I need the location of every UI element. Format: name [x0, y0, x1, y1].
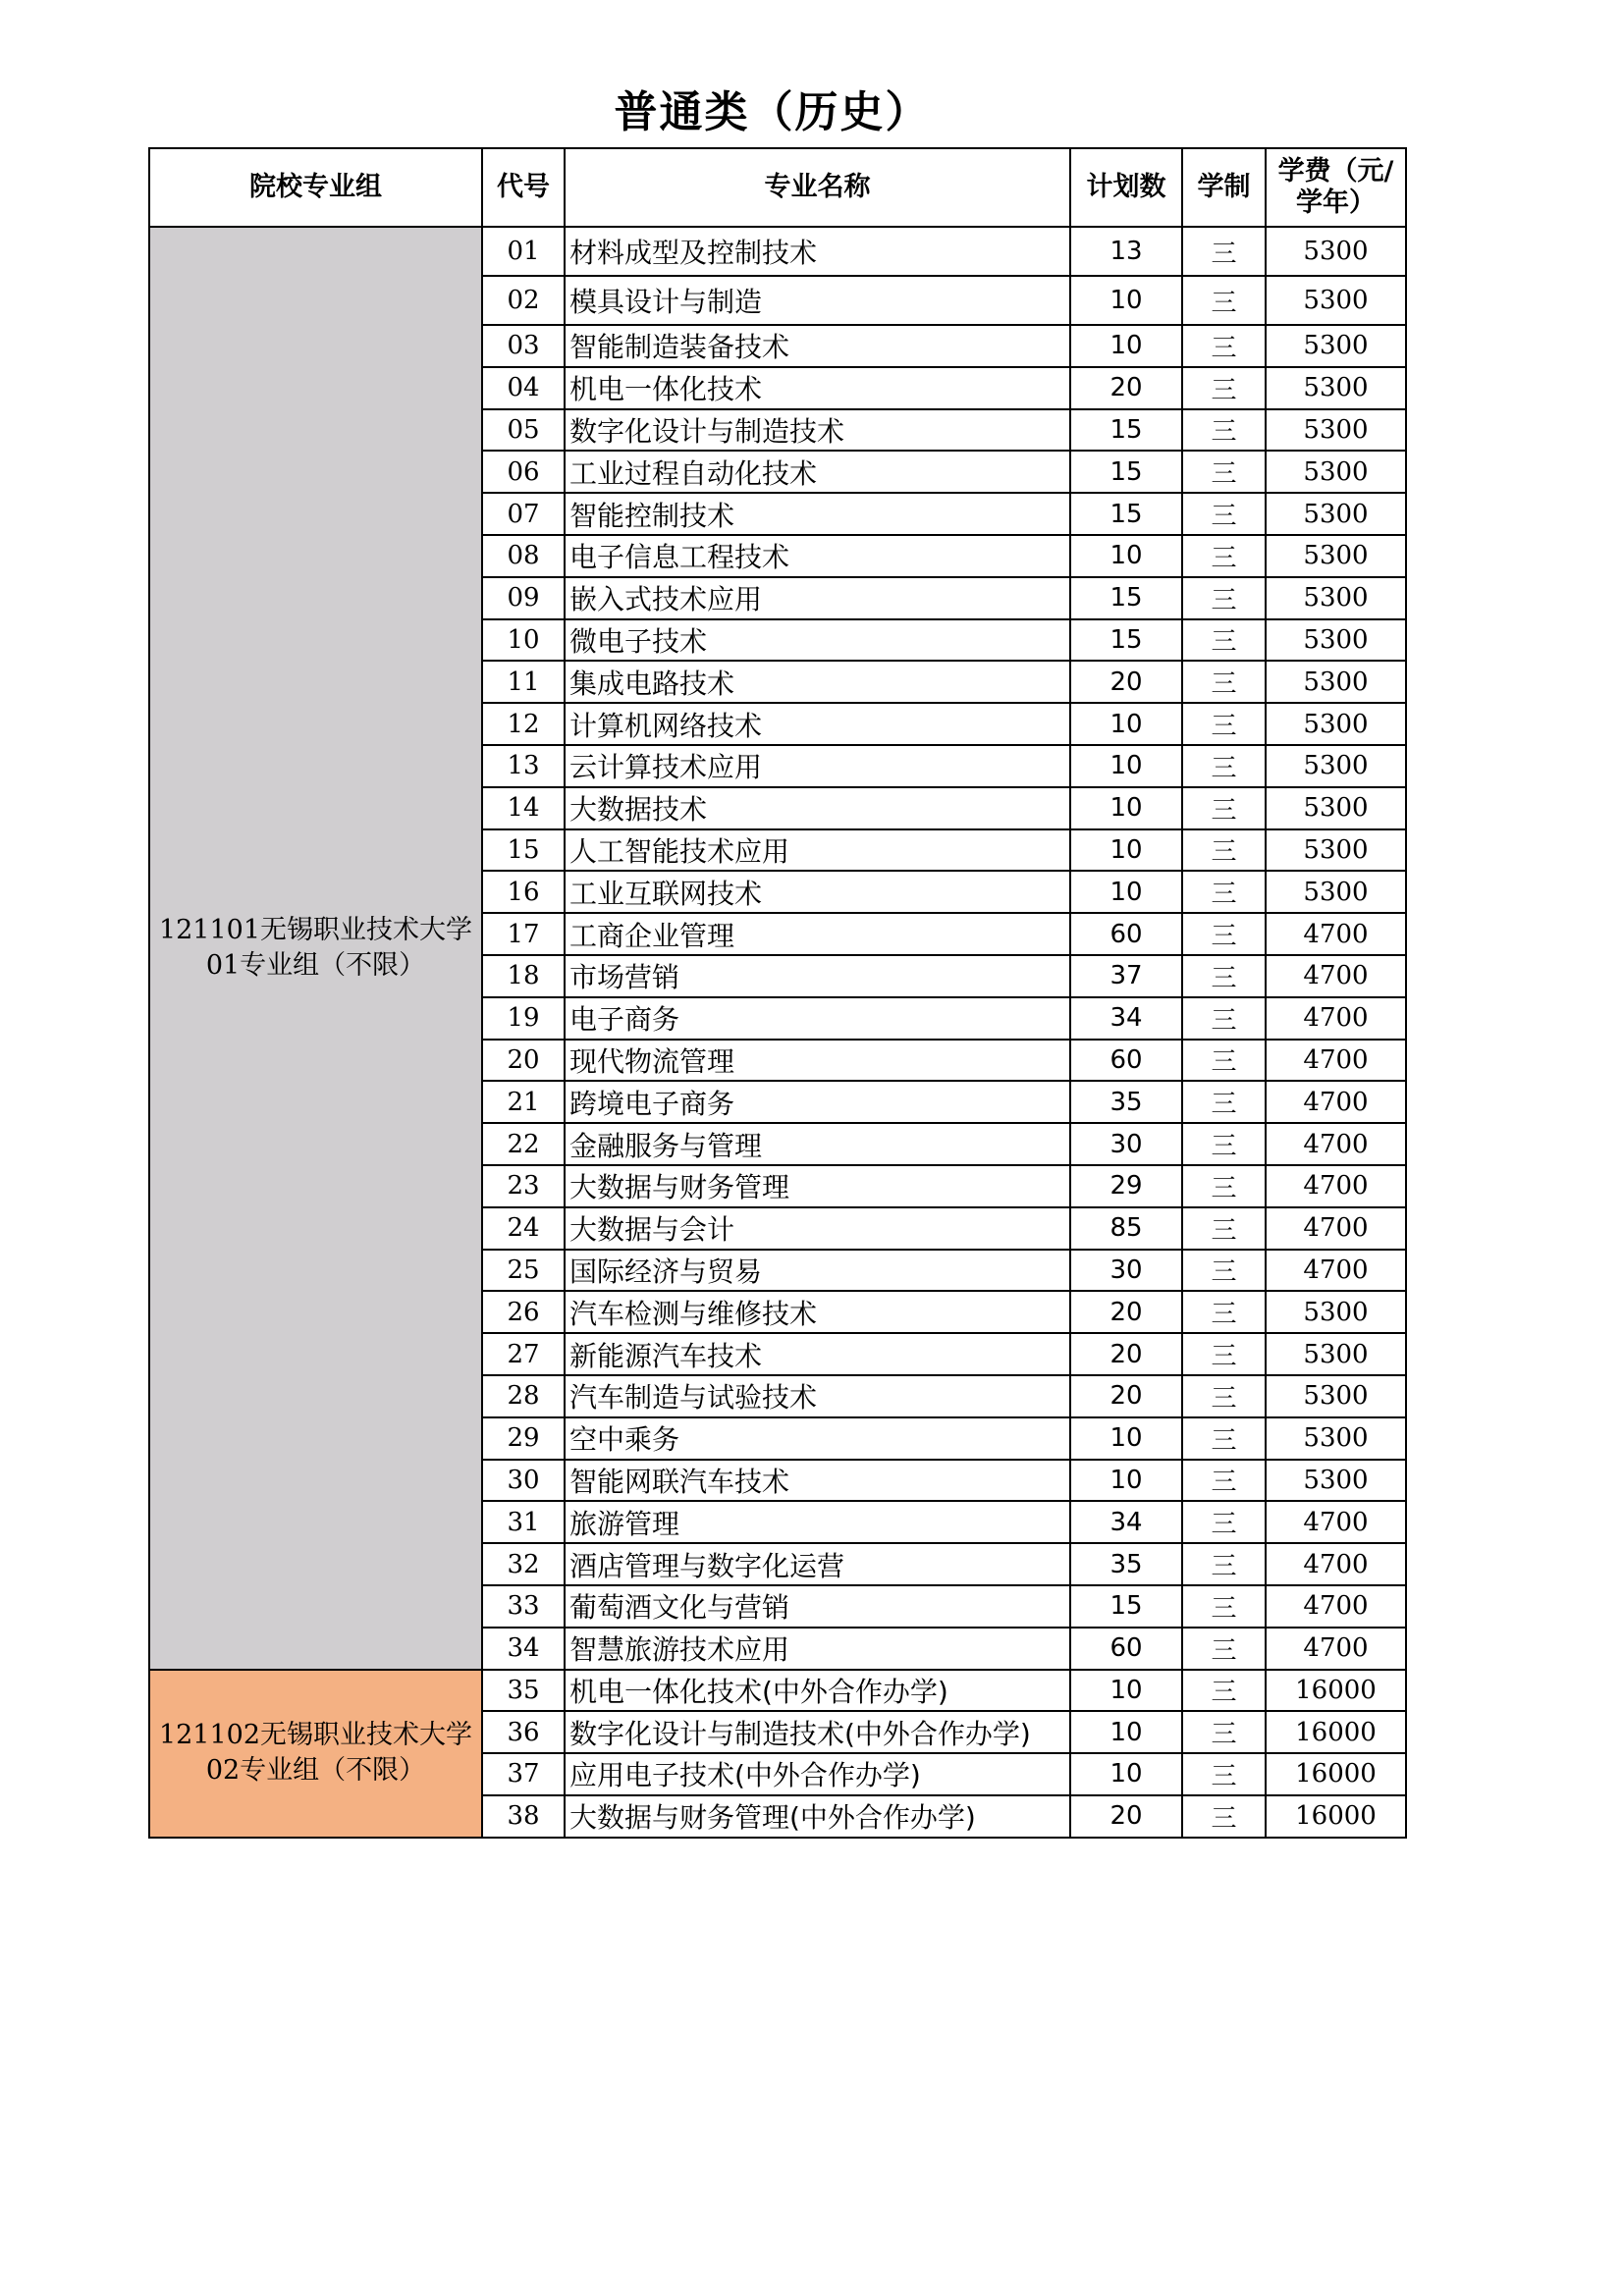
cell-plan: 60 [1070, 913, 1182, 955]
cell-major-name: 大数据与会计 [565, 1207, 1070, 1250]
cell-duration: 三 [1182, 703, 1266, 745]
cell-fee: 4700 [1266, 1543, 1406, 1585]
cell-fee: 4700 [1266, 1123, 1406, 1165]
cell-plan: 34 [1070, 1501, 1182, 1543]
cell-plan: 10 [1070, 1753, 1182, 1795]
cell-plan: 10 [1070, 1460, 1182, 1502]
cell-fee: 16000 [1266, 1753, 1406, 1795]
cell-fee: 5300 [1266, 1375, 1406, 1417]
cell-fee: 5300 [1266, 1417, 1406, 1460]
cell-fee: 5300 [1266, 745, 1406, 787]
cell-plan: 15 [1070, 493, 1182, 535]
cell-duration: 三 [1182, 1375, 1266, 1417]
cell-fee: 5300 [1266, 451, 1406, 493]
cell-fee: 5300 [1266, 1333, 1406, 1375]
header-code: 代号 [482, 148, 565, 227]
cell-code: 15 [482, 829, 565, 872]
cell-code: 04 [482, 367, 565, 409]
cell-code: 26 [482, 1291, 565, 1333]
cell-code: 05 [482, 409, 565, 452]
cell-duration: 三 [1182, 325, 1266, 367]
cell-plan: 10 [1070, 1670, 1182, 1712]
cell-fee: 5300 [1266, 577, 1406, 619]
cell-major-name: 材料成型及控制技术 [565, 227, 1070, 276]
cell-duration: 三 [1182, 1333, 1266, 1375]
cell-major-name: 电子商务 [565, 997, 1070, 1040]
cell-plan: 13 [1070, 227, 1182, 276]
cell-plan: 29 [1070, 1165, 1182, 1207]
cell-plan: 10 [1070, 787, 1182, 829]
header-plan: 计划数 [1070, 148, 1182, 227]
cell-fee: 5300 [1266, 325, 1406, 367]
cell-code: 23 [482, 1165, 565, 1207]
cell-plan: 10 [1070, 535, 1182, 577]
cell-duration: 三 [1182, 577, 1266, 619]
cell-code: 27 [482, 1333, 565, 1375]
cell-fee: 4700 [1266, 997, 1406, 1040]
cell-duration: 三 [1182, 1711, 1266, 1753]
cell-code: 35 [482, 1670, 565, 1712]
cell-plan: 15 [1070, 451, 1182, 493]
cell-major-name: 人工智能技术应用 [565, 829, 1070, 872]
header-fee [1266, 148, 1406, 227]
cell-plan: 60 [1070, 1040, 1182, 1082]
cell-major-name: 机电一体化技术 [565, 367, 1070, 409]
cell-major-name: 国际经济与贸易 [565, 1250, 1070, 1292]
cell-plan: 20 [1070, 367, 1182, 409]
cell-major-name: 市场营销 [565, 955, 1070, 997]
cell-code: 01 [482, 227, 565, 276]
cell-major-name: 酒店管理与数字化运营 [565, 1543, 1070, 1585]
cell-major-name: 工商企业管理 [565, 913, 1070, 955]
cell-fee: 4700 [1266, 955, 1406, 997]
table-body [149, 227, 1406, 1838]
cell-fee: 5300 [1266, 367, 1406, 409]
cell-duration: 三 [1182, 1753, 1266, 1795]
cell-plan: 20 [1070, 1291, 1182, 1333]
cell-fee: 5300 [1266, 787, 1406, 829]
cell-duration: 三 [1182, 1207, 1266, 1250]
cell-major-name: 跨境电子商务 [565, 1081, 1070, 1123]
cell-plan: 34 [1070, 997, 1182, 1040]
cell-plan: 15 [1070, 619, 1182, 662]
cell-duration: 三 [1182, 1165, 1266, 1207]
page-title: 普通类（历史） [614, 87, 931, 137]
cell-code: 21 [482, 1081, 565, 1123]
cell-code: 36 [482, 1711, 565, 1753]
cell-fee: 5300 [1266, 535, 1406, 577]
cell-major-name: 云计算技术应用 [565, 745, 1070, 787]
cell-major-name: 大数据与财务管理(中外合作办学) [565, 1795, 1070, 1838]
cell-major-name: 智能网联汽车技术 [565, 1460, 1070, 1502]
cell-major-name: 金融服务与管理 [565, 1123, 1070, 1165]
group-line1: 121101无锡职业技术大学 [158, 914, 473, 945]
cell-duration: 三 [1182, 1040, 1266, 1082]
cell-plan: 35 [1070, 1543, 1182, 1585]
cell-plan: 10 [1070, 325, 1182, 367]
cell-code: 30 [482, 1460, 565, 1502]
cell-duration: 三 [1182, 367, 1266, 409]
cell-fee: 5300 [1266, 493, 1406, 535]
cell-major-name: 汽车制造与试验技术 [565, 1375, 1070, 1417]
cell-major-name: 新能源汽车技术 [565, 1333, 1070, 1375]
cell-code: 03 [482, 325, 565, 367]
cell-plan: 10 [1070, 1711, 1182, 1753]
cell-fee: 5300 [1266, 1460, 1406, 1502]
cell-major-name: 数字化设计与制造技术(中外合作办学) [565, 1711, 1070, 1753]
cell-plan: 20 [1070, 1795, 1182, 1838]
cell-major-name: 应用电子技术(中外合作办学) [565, 1753, 1070, 1795]
cell-code: 32 [482, 1543, 565, 1585]
cell-code: 17 [482, 913, 565, 955]
cell-plan: 20 [1070, 661, 1182, 703]
cell-major-name: 嵌入式技术应用 [565, 577, 1070, 619]
cell-fee: 16000 [1266, 1670, 1406, 1712]
cell-duration: 三 [1182, 1501, 1266, 1543]
cell-major-name: 智能制造装备技术 [565, 325, 1070, 367]
cell-major-name: 工业过程自动化技术 [565, 451, 1070, 493]
cell-fee: 16000 [1266, 1795, 1406, 1838]
header-group: 院校专业组 [149, 148, 482, 227]
cell-fee: 5300 [1266, 661, 1406, 703]
cell-plan: 10 [1070, 745, 1182, 787]
cell-plan: 20 [1070, 1333, 1182, 1375]
cell-duration: 三 [1182, 1628, 1266, 1670]
cell-major-name: 智能控制技术 [565, 493, 1070, 535]
cell-duration: 三 [1182, 1417, 1266, 1460]
cell-fee: 4700 [1266, 1585, 1406, 1628]
cell-code: 16 [482, 871, 565, 913]
group-cell [149, 1670, 482, 1838]
cell-plan: 30 [1070, 1123, 1182, 1165]
cell-fee: 4700 [1266, 1501, 1406, 1543]
cell-duration: 三 [1182, 745, 1266, 787]
cell-code: 34 [482, 1628, 565, 1670]
header-row [149, 148, 1406, 227]
cell-duration: 三 [1182, 787, 1266, 829]
cell-major-name: 模具设计与制造 [565, 276, 1070, 325]
cell-major-name: 电子信息工程技术 [565, 535, 1070, 577]
header-duration: 学制 [1182, 148, 1266, 227]
cell-code: 06 [482, 451, 565, 493]
cell-code: 20 [482, 1040, 565, 1082]
cell-major-name: 计算机网络技术 [565, 703, 1070, 745]
cell-plan: 10 [1070, 1417, 1182, 1460]
cell-major-name: 大数据技术 [565, 787, 1070, 829]
cell-major-name: 汽车检测与维修技术 [565, 1291, 1070, 1333]
cell-duration: 三 [1182, 535, 1266, 577]
cell-duration: 三 [1182, 871, 1266, 913]
cell-duration: 三 [1182, 451, 1266, 493]
cell-major-name: 数字化设计与制造技术 [565, 409, 1070, 452]
cell-fee: 5300 [1266, 409, 1406, 452]
header-fee-line1: 学费（元/ [1277, 156, 1394, 187]
cell-code: 02 [482, 276, 565, 325]
cell-major-name: 集成电路技术 [565, 661, 1070, 703]
cell-code: 31 [482, 1501, 565, 1543]
cell-duration: 三 [1182, 619, 1266, 662]
cell-duration: 三 [1182, 1460, 1266, 1502]
cell-fee: 5300 [1266, 871, 1406, 913]
cell-fee: 4700 [1266, 1628, 1406, 1670]
cell-code: 25 [482, 1250, 565, 1292]
cell-fee: 5300 [1266, 276, 1406, 325]
cell-duration: 三 [1182, 1795, 1266, 1838]
cell-fee: 5300 [1266, 227, 1406, 276]
cell-major-name: 工业互联网技术 [565, 871, 1070, 913]
cell-code: 38 [482, 1795, 565, 1838]
cell-code: 18 [482, 955, 565, 997]
cell-duration: 三 [1182, 1123, 1266, 1165]
cell-code: 13 [482, 745, 565, 787]
cell-duration: 三 [1182, 829, 1266, 872]
table-row [149, 227, 1406, 276]
cell-fee: 5300 [1266, 829, 1406, 872]
cell-fee: 16000 [1266, 1711, 1406, 1753]
cell-plan: 60 [1070, 1628, 1182, 1670]
cell-duration: 三 [1182, 227, 1266, 276]
cell-code: 11 [482, 661, 565, 703]
cell-fee: 4700 [1266, 1207, 1406, 1250]
cell-code: 12 [482, 703, 565, 745]
cell-fee: 4700 [1266, 1250, 1406, 1292]
cell-plan: 15 [1070, 1585, 1182, 1628]
cell-plan: 15 [1070, 409, 1182, 452]
cell-duration: 三 [1182, 913, 1266, 955]
cell-plan: 15 [1070, 577, 1182, 619]
cell-fee: 4700 [1266, 1165, 1406, 1207]
cell-plan: 10 [1070, 276, 1182, 325]
cell-code: 22 [482, 1123, 565, 1165]
group-line1: 121102无锡职业技术大学 [158, 1720, 473, 1751]
cell-fee: 5300 [1266, 619, 1406, 662]
cell-duration: 三 [1182, 1670, 1266, 1712]
cell-major-name: 大数据与财务管理 [565, 1165, 1070, 1207]
cell-plan: 30 [1070, 1250, 1182, 1292]
cell-code: 10 [482, 619, 565, 662]
cell-code: 09 [482, 577, 565, 619]
table-row [149, 1670, 1406, 1712]
cell-duration: 三 [1182, 1250, 1266, 1292]
cell-fee: 4700 [1266, 1081, 1406, 1123]
cell-plan: 10 [1070, 829, 1182, 872]
cell-plan: 10 [1070, 871, 1182, 913]
cell-code: 07 [482, 493, 565, 535]
cell-fee: 4700 [1266, 913, 1406, 955]
cell-duration: 三 [1182, 493, 1266, 535]
cell-fee: 5300 [1266, 703, 1406, 745]
cell-code: 37 [482, 1753, 565, 1795]
cell-duration: 三 [1182, 1291, 1266, 1333]
cell-plan: 20 [1070, 1375, 1182, 1417]
cell-duration: 三 [1182, 1081, 1266, 1123]
cell-duration: 三 [1182, 276, 1266, 325]
group-line2: 02专业组（不限） [205, 1755, 426, 1787]
group-cell [149, 227, 482, 1670]
cell-major-name: 旅游管理 [565, 1501, 1070, 1543]
cell-major-name: 机电一体化技术(中外合作办学) [565, 1670, 1070, 1712]
cell-fee: 5300 [1266, 1291, 1406, 1333]
cell-plan: 85 [1070, 1207, 1182, 1250]
cell-code: 19 [482, 997, 565, 1040]
cell-duration: 三 [1182, 409, 1266, 452]
cell-fee: 4700 [1266, 1040, 1406, 1082]
cell-major-name: 空中乘务 [565, 1417, 1070, 1460]
cell-code: 14 [482, 787, 565, 829]
cell-plan: 35 [1070, 1081, 1182, 1123]
cell-major-name: 微电子技术 [565, 619, 1070, 662]
cell-duration: 三 [1182, 1543, 1266, 1585]
header-fee-line2: 学年） [1296, 187, 1376, 218]
cell-code: 33 [482, 1585, 565, 1628]
cell-duration: 三 [1182, 1585, 1266, 1628]
cell-major-name: 葡萄酒文化与营销 [565, 1585, 1070, 1628]
cell-duration: 三 [1182, 955, 1266, 997]
cell-duration: 三 [1182, 661, 1266, 703]
cell-code: 29 [482, 1417, 565, 1460]
cell-code: 28 [482, 1375, 565, 1417]
cell-major-name: 现代物流管理 [565, 1040, 1070, 1082]
cell-major-name: 智慧旅游技术应用 [565, 1628, 1070, 1670]
cell-code: 08 [482, 535, 565, 577]
cell-plan: 10 [1070, 703, 1182, 745]
cell-code: 24 [482, 1207, 565, 1250]
header-major: 专业名称 [565, 148, 1070, 227]
admission-plan-table [148, 147, 1407, 1839]
cell-plan: 37 [1070, 955, 1182, 997]
group-line2: 01专业组（不限） [205, 949, 426, 981]
cell-duration: 三 [1182, 997, 1266, 1040]
